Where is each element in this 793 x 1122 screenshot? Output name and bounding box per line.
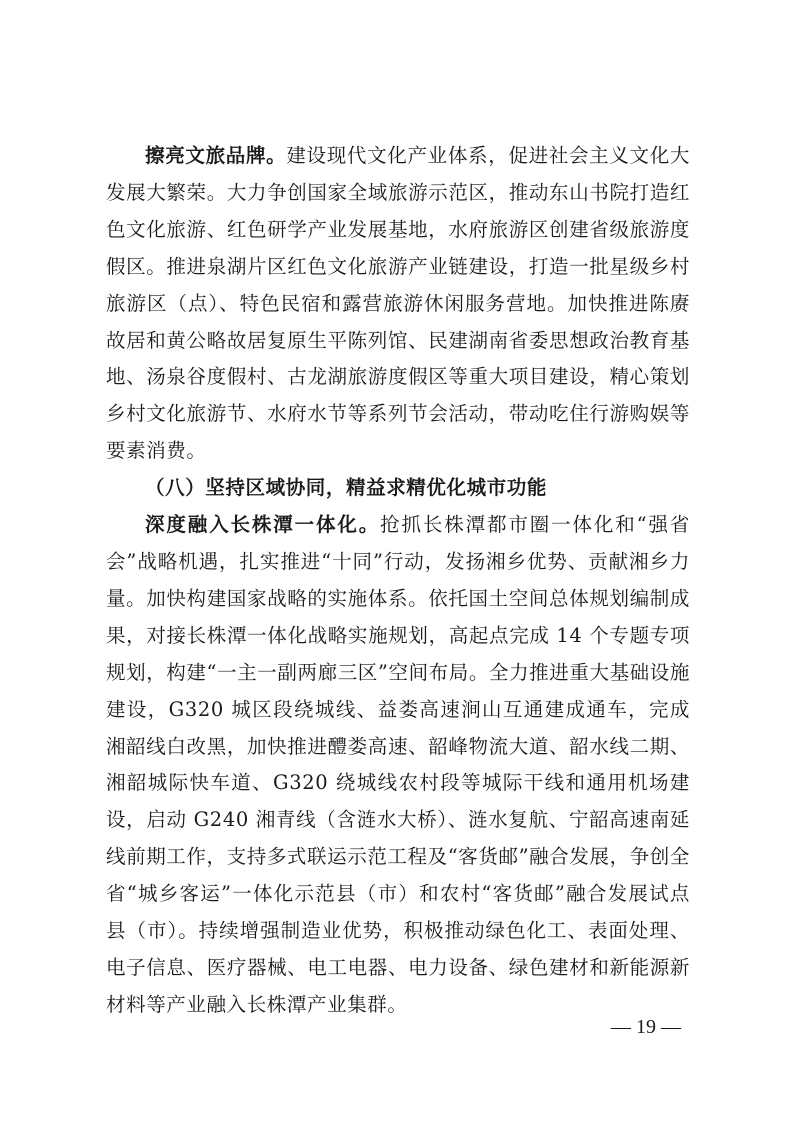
paragraph-lead: 擦亮文旅品牌。 (145, 144, 287, 167)
paragraph-lead: 深度融入长株潭一体化。 (145, 513, 381, 537)
paragraph-cultural-tourism-brand (106, 138, 690, 470)
section-heading: （八）坚持区域协同，精益求精优化城市功能 (145, 476, 548, 500)
paragraph-chang-zhu-tan-integration (106, 507, 690, 1024)
paragraph-body: 抢抓长株潭都市圈一体化和“强省会”战略机遇，扎实推进“十同”行动，发扬湘乡优势、贡献湘乡力量。加快构建国家战略的实施体系。依托国土空间总体规划编制成果，对接长株潭一体化战略实施规划，高起点完成 14 个专题专项规划，构建“一主一副两廊三区”空间布局。全力推进重大基础设施建设，G320 城区段绕城线、益娄高速涧山互通建成通车，完成湘韶线白改黑，加快推进醴娄高速、韶峰物流大道、韶水线二期、湘韶城际快车道、G320 绕城线农村段等城际干线和通用机场建设，启动 G240 湘青线（含涟水大桥）、涟水复航、宁韶高速南延线前期工作，支持多式联运示范工程及“客货邮”融合发展，争创全省“城乡客运”一体化示范县（市）和农村“客货邮”融合发展试点县（市）。持续增强制造业优势，积极推动绿色化工、表面处理、电子信息、医疗器械、电工电器、电力设备、绿色建材和新能源新材料等产业融入长株潭产业集群。 (106, 513, 690, 1016)
page-number: — 19 — (611, 1016, 681, 1038)
paragraph-body: 建设现代文化产业体系，促进社会主义文化大发展大繁荣。大力争创国家全域旅游示范区，推动东山书院打造红色文化旅游、红色研学产业发展基地，水府旅游区创建省级旅游度假区。推进泉湖片区红色文化旅游产业链建设，打造一批星级乡村旅游区（点）、特色民宿和露营旅游休闲服务营地。加快推进陈赓故居和黄公略故居复原生平陈列馆、民建湖南省委思想政治教育基地、汤泉谷度假村、古龙湖旅游度假区等重大项目建设，精心策划乡村文化旅游节、水府水节等系列节会活动，带动吃住行游购娱等要素消费。 (106, 144, 690, 463)
body-text (106, 138, 690, 1024)
